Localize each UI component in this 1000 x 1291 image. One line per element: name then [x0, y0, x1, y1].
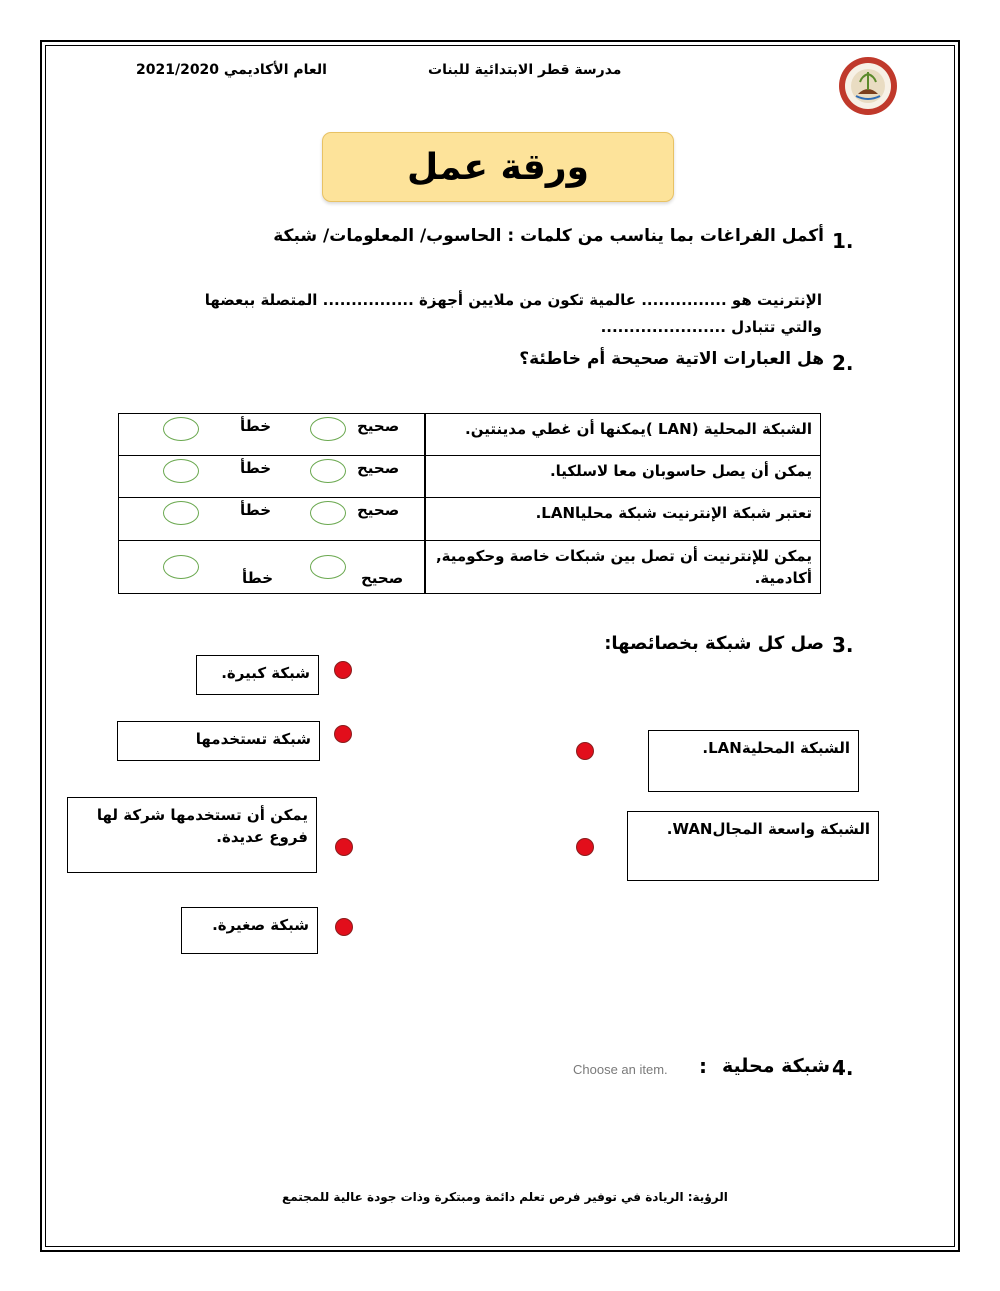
q1-prompt: أكمل الفراغات بما يناسب من كلمات : الحاسوب/ المعلومات/ شبكة — [273, 226, 824, 246]
q4-number: 4. — [832, 1056, 854, 1080]
match-dot-network-lan[interactable] — [576, 742, 594, 760]
statement-4: يمكن للإنترنيت أن تصل بين شبكات خاصة وحكومية, أكادمية. — [426, 541, 821, 594]
characteristic-label: شبكة تستخدمها — [195, 730, 311, 748]
network-label: الشبكة واسعة المجالWAN. — [666, 820, 870, 838]
false-radio[interactable] — [163, 501, 199, 525]
false-label: خطأ — [240, 417, 272, 435]
true-radio[interactable] — [310, 417, 346, 441]
statement-2: يمكن أن يصل حاسوبان معا لاسلكيا. — [426, 456, 821, 498]
false-label: خطأ — [242, 569, 274, 587]
school-logo-icon — [838, 56, 898, 116]
match-dot-characteristic-3[interactable] — [335, 838, 353, 856]
characteristic-box — [67, 797, 317, 873]
q3-prompt: صل كل شبكة بخصائصها: — [604, 633, 824, 654]
true-label: صحيح — [357, 501, 400, 519]
false-radio[interactable] — [163, 555, 199, 579]
false-label: خطأ — [240, 501, 272, 519]
statement-1: الشبكة المحلية (LAN )يمكنها أن غطي مدينتين. — [426, 414, 821, 456]
match-dot-characteristic-2[interactable] — [334, 725, 352, 743]
table-row — [119, 414, 821, 456]
true-label: صحيح — [357, 417, 400, 435]
true-cell — [357, 498, 426, 541]
table-row — [119, 541, 821, 594]
true-radio[interactable] — [310, 501, 346, 525]
q2-prompt: هل العبارات الاتية صحيحة أم خاطئة؟ — [519, 349, 824, 369]
false-label: خطأ — [240, 459, 272, 477]
characteristic-label: شبكة كبيرة. — [221, 664, 310, 682]
statement-3: تعتبر شبكة الإنترنيت شبكة محلياLAN. — [426, 498, 821, 541]
true-label: صحيح — [361, 569, 404, 587]
true-cell — [357, 414, 426, 456]
title-banner — [322, 132, 674, 202]
q4-colon: : — [699, 1054, 707, 1078]
q1-number: 1. — [832, 229, 854, 253]
table-row — [119, 456, 821, 498]
match-dot-network-wan[interactable] — [576, 838, 594, 856]
network-box — [648, 730, 859, 792]
q2-number: 2. — [832, 351, 854, 375]
characteristic-label: شبكة صغيرة. — [212, 916, 309, 934]
characteristic-box — [117, 721, 320, 761]
true-false-table — [118, 413, 821, 594]
network-label: الشبكة المحليةLAN. — [702, 739, 850, 757]
footer-vision: الرؤية: الريادة في توفير فرص تعلم دائمة ومبتكرة وذات جودة عالية للمجتمع — [282, 1190, 728, 1204]
true-label: صحيح — [357, 459, 400, 477]
characteristic-label: يمكن أن تستخدمها شركة لها فروع عديدة. — [96, 806, 308, 846]
q1-sentence-line1: الإنترنيت هو ............... عالمية تكون من ملايين أجهزة ................ المتصلة ببعضها — [204, 291, 822, 309]
match-dot-characteristic-4[interactable] — [335, 918, 353, 936]
school-name: مدرسة قطر الابتدائية للبنات — [428, 62, 622, 78]
match-dot-characteristic-1[interactable] — [334, 661, 352, 679]
true-radio[interactable] — [310, 459, 346, 483]
true-cell — [357, 456, 426, 498]
academic-year: العام الأكاديمي 2021/2020 — [136, 62, 327, 78]
false-radio[interactable] — [163, 417, 199, 441]
q4-dropdown[interactable]: Choose an item. — [573, 1062, 668, 1077]
network-box — [627, 811, 879, 881]
true-cell — [361, 541, 426, 594]
q4-term: شبكة محلية — [722, 1055, 831, 1077]
q3-number: 3. — [832, 633, 854, 657]
q1-sentence-line2: والتي تتبادل ...................... — [600, 318, 822, 336]
characteristic-box — [196, 655, 319, 695]
characteristic-box — [181, 907, 318, 954]
page-title: ورقة عمل — [407, 146, 589, 188]
true-radio[interactable] — [310, 555, 346, 579]
table-row — [119, 498, 821, 541]
false-radio[interactable] — [163, 459, 199, 483]
